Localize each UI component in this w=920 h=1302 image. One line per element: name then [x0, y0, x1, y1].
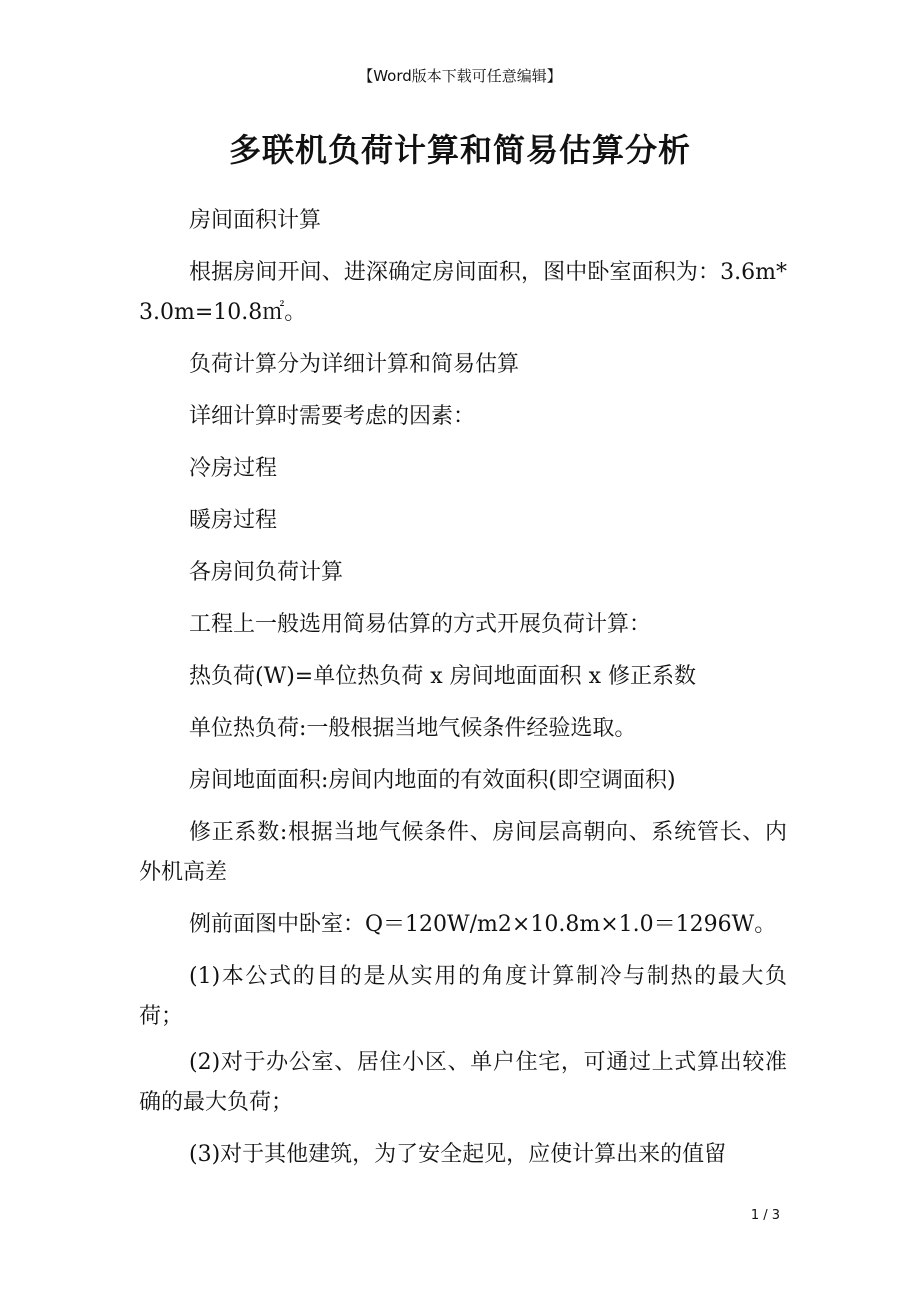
- paragraph-note-3: (3)对于其他建筑，为了安全起见，应使计算出来的值留: [189, 1142, 727, 1167]
- paragraph-note-2: (2)对于办公室、居住小区、单户住宅，可通过上式算出较准确的最大负荷；: [139, 1050, 787, 1115]
- paragraph-cooling-process: 冷房过程: [189, 456, 278, 481]
- header-note: 【Word版本下载可任意编辑】: [358, 67, 562, 85]
- paragraph-calculation-types: 负荷计算分为详细计算和简易估算: [189, 352, 520, 377]
- document-title: 多联机负荷计算和简易估算分析: [228, 131, 691, 169]
- page-number: 1 / 3: [750, 1208, 780, 1223]
- paragraph-note-1: (1)本公式的目的是从实用的角度计算制冷与制热的最大负荷；: [139, 964, 787, 1029]
- paragraph-formula: 热负荷(W)=单位热负荷 x 房间地面面积 x 修正系数: [189, 664, 697, 689]
- paragraph-correction-factor: 修正系数:根据当地气候条件、房间层高朝向、系统管长、内外机高差: [139, 820, 787, 885]
- paragraph-area-example: 根据房间开间、进深确定房间面积，图中卧室面积为：3.6m*3.0m=10.8㎡。: [139, 260, 787, 325]
- paragraph-room-load: 各房间负荷计算: [189, 560, 344, 585]
- paragraph-bedroom-example: 例前面图中卧室：Q＝120W/m2×10.8m×1.0＝1296W。: [189, 912, 777, 937]
- paragraph-simple-estimate: 工程上一般选用简易估算的方式开展负荷计算：: [189, 612, 652, 637]
- paragraph-floor-area: 房间地面面积:房间内地面的有效面积(即空调面积): [189, 768, 676, 793]
- paragraph-heating-process: 暖房过程: [189, 508, 278, 533]
- document-body: [139, 195, 787, 1181]
- paragraph-factors: 详细计算时需要考虑的因素：: [189, 404, 476, 429]
- paragraph-room-area: 房间面积计算: [189, 208, 322, 233]
- paragraph-unit-load: 单位热负荷:一般根据当地气候条件经验选取。: [189, 716, 637, 741]
